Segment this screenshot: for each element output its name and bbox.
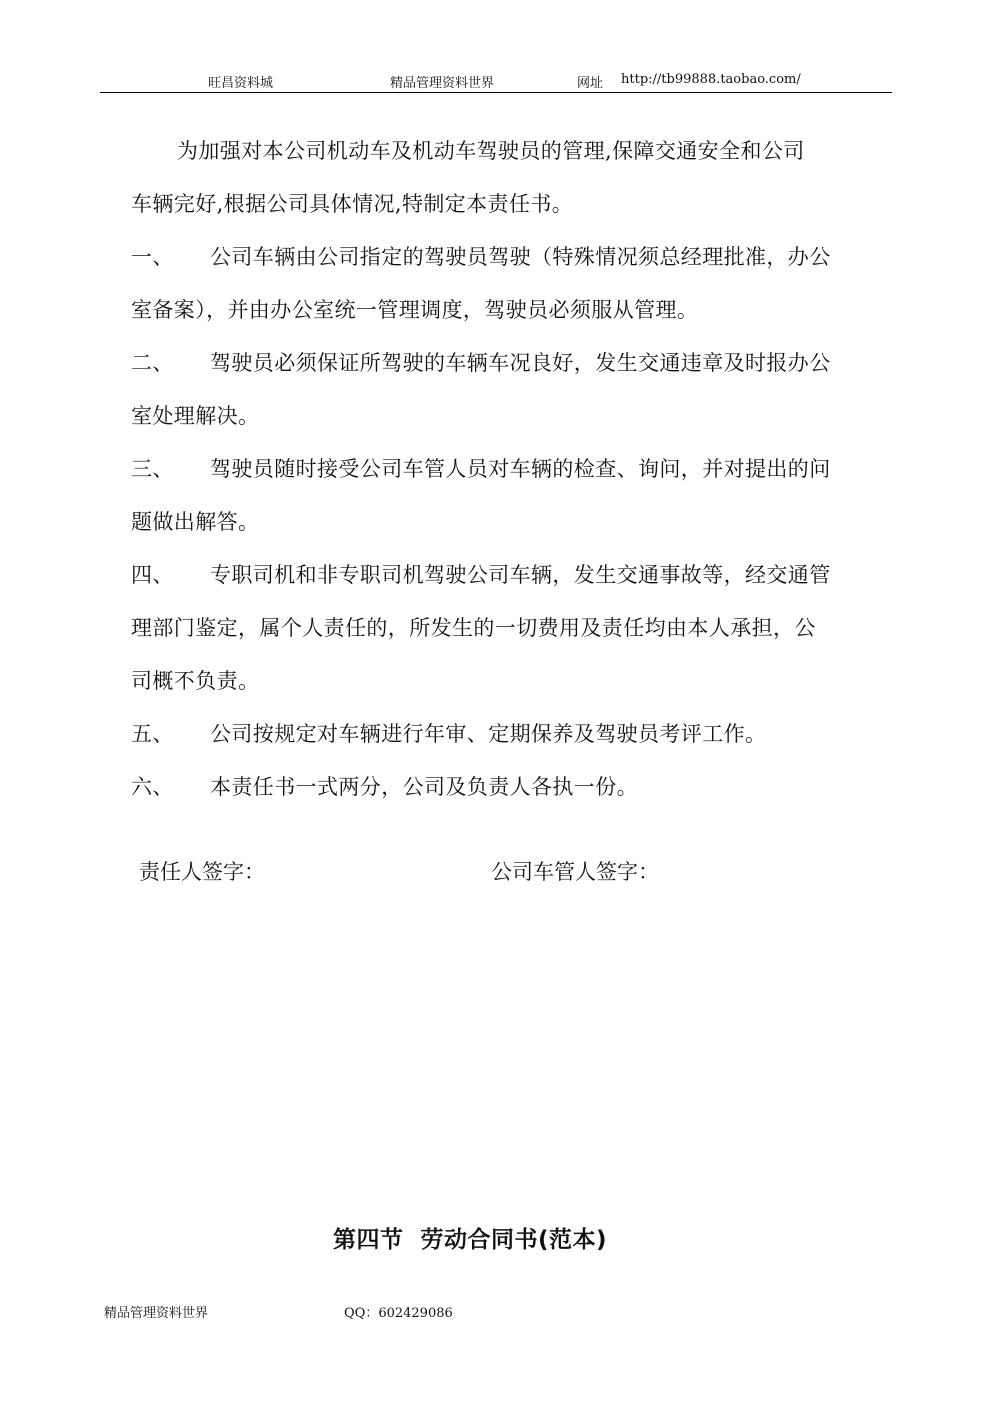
item-line: 专职司机和非专职司机驾驶公司车辆，发生交通事故等，经交通管 (210, 563, 831, 587)
page-footer (104, 1302, 804, 1322)
section-heading (0, 1221, 992, 1254)
list-item (131, 761, 891, 814)
header-url: http://tb99888.taobao.com/ (621, 72, 801, 87)
responsible-signature-label: 责任人签字： (139, 860, 265, 884)
page-header (100, 72, 892, 92)
item-number: 五、 (131, 722, 174, 746)
signature-block (0, 856, 992, 896)
footer-slogan: 精品管理资料世界 (104, 1306, 209, 1321)
item-line: 公司车辆由公司指定的驾驶员驾驶（特殊情况须总经理批准，办公 (210, 245, 831, 269)
intro-line-2: 车辆完好,根据公司具体情况,特制定本责任书。 (131, 192, 574, 216)
header-shop-name: 旺昌资料城 (208, 76, 274, 91)
item-number: 二、 (131, 351, 174, 375)
item-line: 公司按规定对车辆进行年审、定期保养及驾驶员考评工作。 (210, 722, 767, 746)
item-line: 驾驶员必须保证所驾驶的车辆车况良好，发生交通违章及时报办公 (210, 351, 831, 375)
intro-line-1: 为加强对本公司机动车及机动车驾驶员的管理,保障交通安全和公司 (177, 139, 805, 163)
document-body (131, 125, 891, 814)
list-item (131, 443, 891, 549)
item-number: 六、 (131, 775, 174, 799)
header-rule (100, 92, 892, 93)
header-slogan: 精品管理资料世界 (390, 76, 495, 91)
list-item (131, 337, 891, 443)
item-line: 题做出解答。 (131, 510, 260, 534)
item-line: 司概不负责。 (131, 669, 260, 693)
item-line: 本责任书一式两分，公司及负责人各执一份。 (210, 775, 638, 799)
intro-paragraph (131, 125, 891, 231)
list-item (131, 708, 891, 761)
item-line: 室备案），并由办公室统一管理调度，驾驶员必须服从管理。 (131, 298, 699, 322)
item-number: 一、 (131, 245, 174, 269)
item-line: 驾驶员随时接受公司车管人员对车辆的检查、询问，并对提出的问 (210, 457, 831, 481)
item-number: 三、 (131, 457, 174, 481)
header-url-label: 网址 (577, 76, 604, 91)
item-line: 理部门鉴定，属个人责任的，所发生的一切费用及责任均由本人承担，公 (131, 616, 816, 640)
item-line: 室处理解决。 (131, 404, 260, 428)
list-item (131, 231, 891, 337)
list-item (131, 549, 891, 708)
footer-qq: QQ：602429086 (344, 1306, 453, 1321)
item-number: 四、 (131, 563, 174, 587)
section-title: 第四节 劳动合同书(范本) (332, 1227, 608, 1253)
manager-signature-label: 公司车管人签字： (491, 860, 659, 884)
